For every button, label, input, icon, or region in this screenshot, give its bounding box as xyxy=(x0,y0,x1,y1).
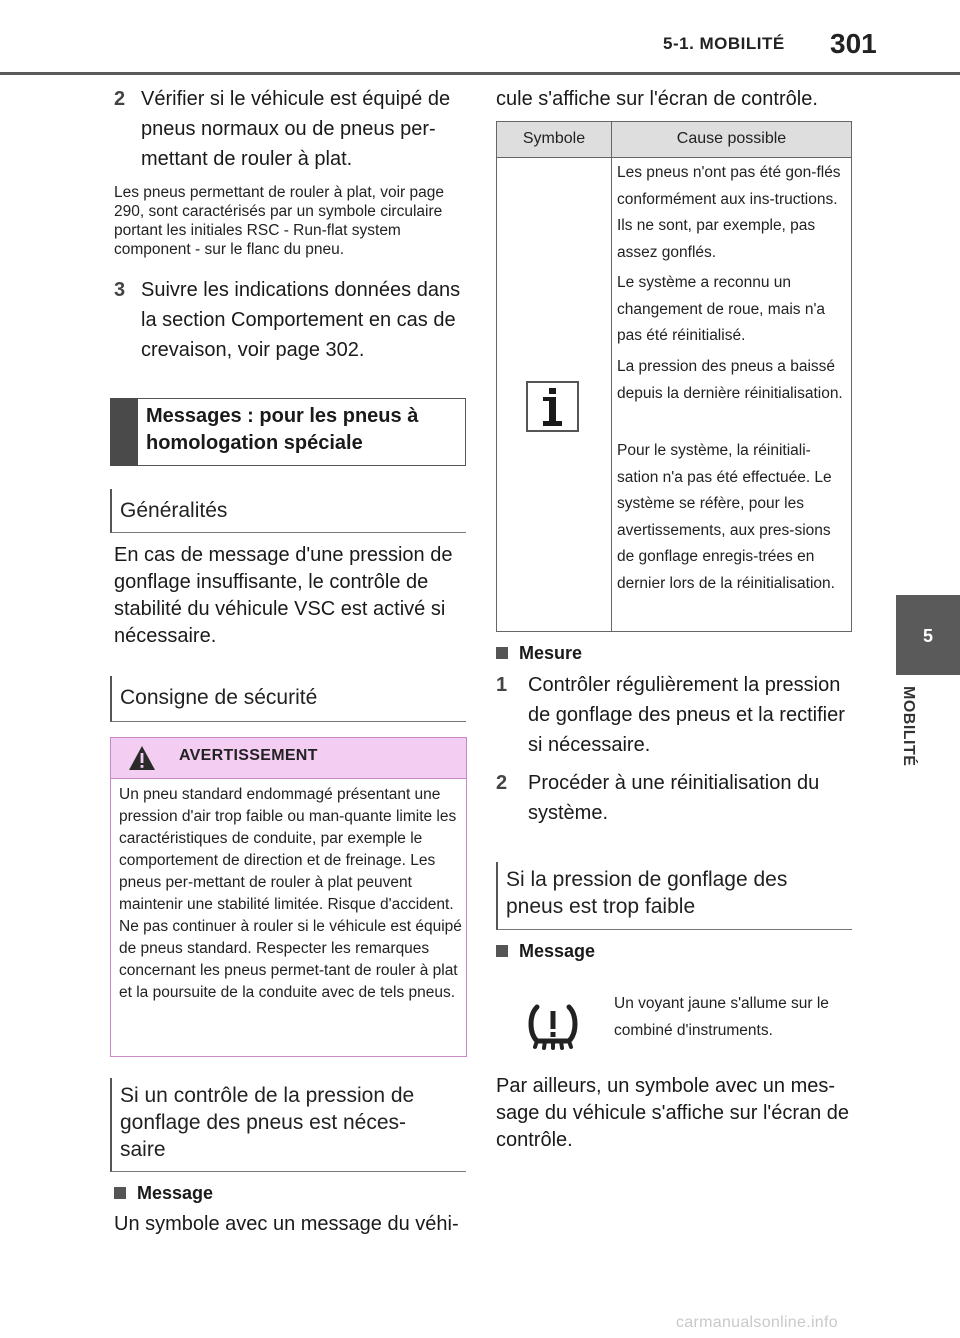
message-paragraph-right: Par ailleurs, un symbole avec un mes-sage du véhicule s'affiche sur l'écran de contrôle. xyxy=(496,1075,850,1151)
continuation-paragraph: cule s'affiche sur l'écran de contrôle. xyxy=(496,88,818,110)
step-number: 2 xyxy=(114,88,126,110)
subheading-text: Si la pression de gonflage des pneus est trop faible xyxy=(506,868,788,918)
section-title-bar xyxy=(110,398,138,466)
bullet-square-icon xyxy=(496,945,508,957)
step-number: 3 xyxy=(114,279,126,301)
warning-header xyxy=(111,738,466,779)
message-paragraph-left: Un symbole avec un message du véhi- xyxy=(114,1213,459,1235)
bullet-heading-text: Mesure xyxy=(519,643,583,663)
generalites-paragraph: En cas de message d'une pression de gonflage insuffisante, le contrôle de stabilité du véhicule VSC est activé si nécessaire. xyxy=(114,544,453,647)
subheading-text: Si un contrôle de la pression de gonflage des pneus est néces-saire xyxy=(120,1084,415,1161)
header-rule xyxy=(0,72,960,75)
subheading-text: Consigne de sécurité xyxy=(120,686,318,709)
subheading-generalites xyxy=(110,489,466,533)
bullet-heading-message-right xyxy=(496,941,595,962)
watermark: carmanualsonline.info xyxy=(676,1314,838,1331)
table-cause-3: La pression des pneus a baissé depuis la dernière réinitialisation. xyxy=(617,358,843,402)
table-header-cause: Cause possible xyxy=(676,130,787,147)
page-number: 301 xyxy=(830,28,877,59)
bullet-square-icon xyxy=(496,647,508,659)
step-number: 2 xyxy=(496,772,508,794)
bullet-heading-message-left xyxy=(114,1183,213,1204)
table-column-divider xyxy=(611,122,612,631)
subheading-consigne xyxy=(110,676,466,722)
step-text: Suivre les indications données dans la section Comportement en cas de crevaison, voir page 302. xyxy=(141,279,461,361)
table-cause-2: Le système a reconnu un changement de roue, mais n'a pas été réinitialisé. xyxy=(617,274,826,344)
table-header xyxy=(497,122,851,158)
warning-title: AVERTISSEMENT xyxy=(179,747,318,764)
bullet-square-icon xyxy=(114,1187,126,1199)
subheading-pression-faible xyxy=(496,862,852,930)
tire-warning-description: Un voyant jaune s'allume sur le combiné d'instruments. xyxy=(614,995,829,1039)
step-2-verify-tires xyxy=(114,84,474,174)
subheading-controle-pression xyxy=(110,1078,466,1172)
step-3-follow-instructions xyxy=(114,275,474,365)
tire-pressure-warning-icon xyxy=(525,1001,581,1055)
info-icon xyxy=(526,381,579,432)
warning-triangle-icon xyxy=(128,745,156,771)
bullet-heading-mesure xyxy=(496,643,582,664)
run-flat-note: Les pneus permettant de rouler à plat, voir page 290, sont caractérisés par un symbole circulaire portant les initiales RSC - Run-flat system component - sur le flanc du pneu. xyxy=(114,184,445,258)
mesure-step-2 xyxy=(496,768,856,828)
subheading-text: Généralités xyxy=(120,499,228,522)
step-text: Vérifier si le véhicule est équipé de pneus normaux ou de pneus per-mettant de rouler à plat. xyxy=(141,88,451,170)
chapter-side-label xyxy=(893,686,933,806)
chapter-tab: 5 xyxy=(896,595,960,675)
warning-box xyxy=(110,737,467,1057)
table-cause-1: Les pneus n'ont pas été gon-flés conformément aux ins-tructions. Ils ne sont, par exemple, pas assez gonflés. xyxy=(617,164,841,261)
running-header-section: 5-1. MOBILITÉ xyxy=(663,34,785,53)
step-text: Contrôler régulièrement la pression de gonflage des pneus et la rectifier si nécessaire. xyxy=(528,674,845,756)
step-number: 1 xyxy=(496,674,508,696)
table-header-symbol: Symbole xyxy=(522,130,586,147)
mesure-step-1 xyxy=(496,670,856,760)
symbol-cause-table xyxy=(496,121,852,632)
step-text: Procéder à une réinitialisation du système. xyxy=(528,772,820,824)
bullet-heading-text: Message xyxy=(519,941,596,961)
section-title: Messages : pour les pneus à homologation spéciale xyxy=(146,405,419,454)
section-title-box xyxy=(110,398,466,466)
warning-body: Un pneu standard endommagé présentant une pression d'air trop faible ou man-quante limite les caractéristiques de conduite, par exemple le comportement de direction et de freinage. Les pneus per-mettant de rouler à plat peuvent maintenir une stabilité limitée. Risque d'accident. Ne pas continuer à rouler si le véhicule est équipé de pneus standard. Respecter les remarques concernant les pneus permet-tant de rouler à plat et la poursuite de la conduite avec de tels pneus. xyxy=(119,786,462,1001)
table-cause-4: Pour le système, la réinitiali-sation n'a pas été effectuée. Le système se réfère, pour les avertissements, aux pres-sions de gonflage enregis-trées en dernier lors de la réinitialisation. xyxy=(617,442,835,592)
chapter-side-label-text: MOBILITÉ xyxy=(900,686,917,767)
bullet-heading-text: Message xyxy=(137,1183,214,1203)
